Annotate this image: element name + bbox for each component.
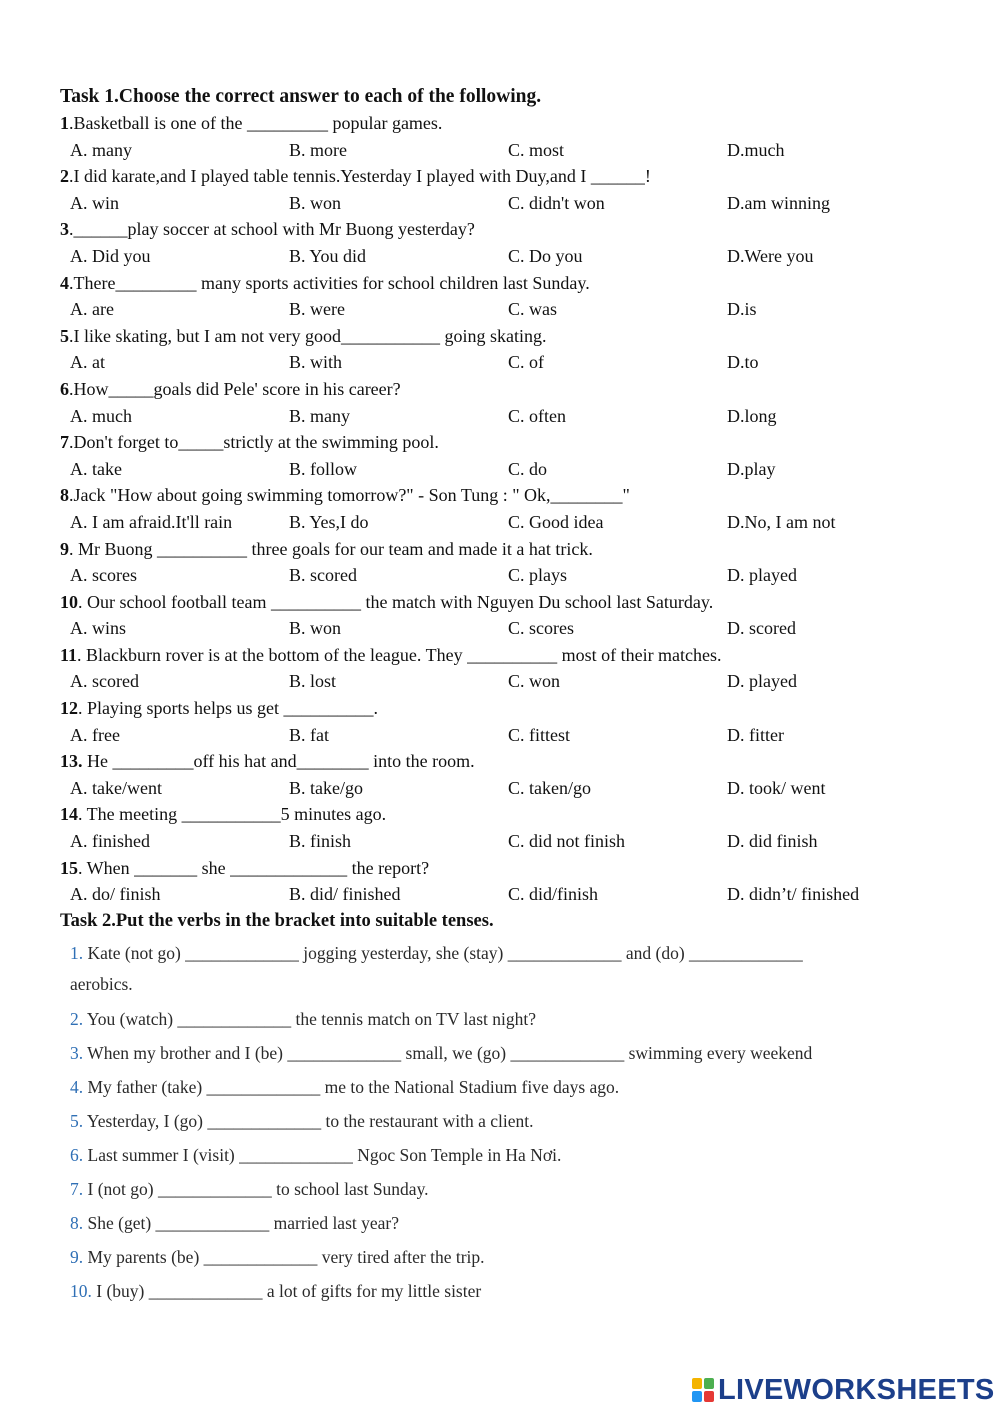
item-number: 5. (70, 1110, 84, 1131)
answer-options (60, 615, 940, 642)
answer-option[interactable]: A. are (70, 299, 114, 320)
answer-option[interactable]: C. do (508, 458, 548, 479)
answer-option[interactable]: D. took/ went (727, 777, 826, 798)
answer-option[interactable]: D.am winning (727, 192, 830, 213)
question-text: .Don't forget to_____strictly at the swimming pool. (69, 432, 439, 453)
question (60, 695, 940, 722)
answer-option[interactable]: D.is (727, 299, 757, 320)
item-text: I (buy) _____________ a lot of gifts for my little sister (91, 1280, 482, 1301)
answer-option[interactable]: A. much (70, 405, 132, 426)
answer-option[interactable]: C. most (508, 139, 565, 160)
answer-option[interactable]: B. won (289, 618, 342, 639)
question-number: 4 (60, 272, 69, 293)
answer-options (60, 775, 940, 802)
item-number: 7. (70, 1178, 84, 1199)
question-text: . Blackburn rover is at the bottom of the league. They __________ most of their matches. (77, 644, 722, 665)
answer-option[interactable]: B. Yes,I do (289, 511, 369, 532)
item-text: You (watch) _____________ the tennis match on TV last night? (83, 1008, 536, 1029)
answer-option[interactable]: B. won (289, 192, 342, 213)
item-text: My father (take) _____________ me to the National Stadium five days ago. (83, 1076, 620, 1097)
answer-option[interactable]: D.much (727, 139, 785, 160)
answer-option[interactable]: A. I am afraid.It'll rain (70, 511, 233, 532)
liveworksheets-logo (692, 1372, 995, 1408)
answer-options (60, 562, 940, 589)
item-number: 2. (70, 1008, 84, 1029)
answer-option[interactable]: C. of (508, 352, 544, 373)
answer-options (60, 722, 940, 749)
question-number: 1 (60, 113, 69, 133)
verb-exercise-item (60, 1240, 940, 1274)
item-number: 4. (70, 1076, 84, 1097)
verb-exercise-item (60, 1070, 940, 1104)
worksheet (60, 84, 940, 1308)
question-number: 13. (60, 751, 83, 772)
answer-option[interactable]: B. many (289, 405, 350, 426)
answer-option[interactable]: D.Were you (727, 245, 814, 266)
question-text: .______play soccer at school with Mr Buong yesterday? (69, 219, 475, 240)
item-text: Last summer I (visit) _____________ Ngoc Son Temple in Ha Nơi. (83, 1144, 562, 1165)
question-text: .Basketball is one of the _________ popular games. (69, 113, 443, 133)
question-text: . The meeting ___________5 minutes ago. (78, 804, 387, 825)
answer-option[interactable]: C. was (508, 299, 557, 320)
question-text: He _________off his hat and________ into the room. (82, 751, 475, 772)
answer-option[interactable]: A. win (70, 192, 119, 213)
answer-option[interactable]: C. Do you (508, 245, 583, 266)
answer-option[interactable]: B. with (289, 352, 343, 373)
answer-option[interactable]: B. did/ finished (289, 884, 401, 905)
task1-title: Task 1.Choose the correct answer to each of the following. (60, 86, 542, 107)
answer-options (60, 296, 940, 323)
question-text: .There_________ many sports activities for school children last Sunday. (69, 272, 590, 293)
answer-option[interactable]: D. played (727, 565, 797, 586)
answer-option[interactable]: C. taken/go (508, 777, 591, 798)
answer-option[interactable]: C. often (508, 405, 566, 426)
answer-option[interactable]: C. won (508, 671, 561, 692)
question-number: 5 (60, 325, 69, 346)
verb-exercise-item (60, 936, 940, 970)
answer-option[interactable]: D. fitter (727, 724, 784, 745)
answer-option[interactable]: D. did finish (727, 831, 818, 852)
question (60, 801, 940, 828)
answer-option[interactable]: A. take (70, 458, 122, 479)
item-number: 1. (70, 942, 84, 963)
answer-option[interactable]: C. did/finish (508, 884, 599, 905)
question-text: .Jack "How about going swimming tomorrow?" - Son Tung : " Ok,________" (69, 485, 630, 506)
answer-option[interactable]: A. many (70, 139, 132, 160)
question (60, 589, 940, 616)
item-number: 3. (70, 1042, 84, 1063)
question-number: 6 (60, 378, 69, 399)
question-number: 12 (60, 698, 78, 719)
answer-option[interactable]: B. take/go (289, 777, 363, 798)
answer-option[interactable]: D. didn’t/ finished (727, 884, 860, 905)
task2-items (60, 936, 940, 1308)
answer-option[interactable]: B. fat (289, 724, 329, 745)
question-number: 11 (60, 644, 78, 665)
answer-options (60, 137, 940, 164)
question-number: 2 (60, 166, 69, 187)
verb-exercise-item (60, 1002, 940, 1036)
answer-option[interactable]: D. played (727, 671, 797, 692)
item-text: When my brother and I (be) _____________ small, we (go) _____________ swimming every weekend (83, 1042, 813, 1063)
answer-option[interactable]: C. scores (508, 618, 574, 639)
question (60, 216, 940, 243)
answer-options (60, 509, 940, 536)
answer-option[interactable]: B. follow (289, 458, 358, 479)
question (60, 110, 940, 137)
answer-options (60, 403, 940, 430)
question (60, 163, 940, 190)
verb-exercise-item (60, 1138, 940, 1172)
question (60, 270, 940, 297)
question-text: . When _______ she _____________ the report? (78, 857, 430, 878)
item-number: 6. (70, 1144, 84, 1165)
answer-option[interactable]: C. didn't won (508, 192, 605, 213)
answer-option[interactable]: D.to (727, 352, 759, 373)
answer-option[interactable]: D.play (727, 458, 776, 479)
answer-option[interactable]: D.long (727, 405, 777, 426)
verb-exercise-item (60, 1172, 940, 1206)
question-number: 15 (60, 857, 78, 878)
answer-option[interactable]: A. Did you (70, 245, 151, 266)
answer-option[interactable]: A. take/went (70, 777, 162, 798)
question-text: .How_____goals did Pele' score in his career? (69, 378, 401, 399)
question-text: .I did karate,and I played table tennis.Yesterday I played with Duy,and I ______! (69, 166, 651, 187)
answer-option[interactable]: B. finish (289, 831, 352, 852)
answer-options (60, 456, 940, 483)
item-text: She (get) _____________ married last year? (83, 1212, 400, 1233)
answer-option[interactable]: A. wins (70, 618, 127, 639)
item-text: Yesterday, I (go) _____________ to the restaurant with a client. (83, 1110, 534, 1131)
question-number: 9 (60, 538, 69, 559)
answer-option[interactable]: B. scored (289, 565, 357, 586)
verb-exercise-item (60, 1036, 940, 1070)
answer-option[interactable]: A. finished (70, 831, 150, 852)
answer-option[interactable]: B. more (289, 139, 347, 160)
answer-option[interactable]: D. scored (727, 618, 796, 639)
question-number: 8 (60, 485, 69, 506)
answer-options (60, 828, 940, 855)
answer-options (60, 349, 940, 376)
answer-option[interactable]: A. free (70, 724, 120, 745)
answer-option[interactable]: C. plays (508, 565, 568, 586)
question (60, 536, 940, 563)
logo-mark-icon (692, 1378, 714, 1402)
verb-exercise-item (60, 1274, 940, 1308)
question (60, 855, 940, 882)
question (60, 376, 940, 403)
logo-text: LIVEWORKSHEETS (718, 1373, 995, 1406)
answer-option[interactable]: C. Good idea (508, 511, 604, 532)
answer-option[interactable]: A. at (70, 352, 105, 373)
item-text-continued: aerobics. (70, 973, 133, 994)
task2-title: Task 2.Put the verbs in the bracket into suitable tenses. (60, 910, 494, 931)
question (60, 482, 940, 509)
answer-option[interactable]: C. did not finish (508, 831, 626, 852)
question-number: 3 (60, 219, 69, 240)
item-text: My parents (be) _____________ very tired after the trip. (83, 1246, 485, 1267)
answer-options (60, 190, 940, 217)
item-number: 9. (70, 1246, 84, 1267)
item-number: 8. (70, 1212, 84, 1233)
answer-option[interactable]: D.No, I am not (727, 511, 836, 532)
answer-option[interactable]: B. lost (289, 671, 337, 692)
item-text: I (not go) _____________ to school last Sunday. (83, 1178, 429, 1199)
answer-options (60, 668, 940, 695)
answer-option[interactable]: C. fittest (508, 724, 570, 745)
answer-option[interactable]: A. scored (70, 671, 139, 692)
question (60, 748, 940, 775)
answer-options (60, 881, 940, 908)
question-text: . Our school football team __________ the match with Nguyen Du school last Saturday. (78, 591, 714, 612)
question-text: .I like skating, but I am not very good___________ going skating. (69, 325, 547, 346)
answer-option[interactable]: A. scores (70, 565, 137, 586)
task1-questions (60, 110, 940, 908)
question (60, 642, 940, 669)
answer-option[interactable]: B. You did (289, 245, 367, 266)
item-text: Kate (not go) _____________ jogging yesterday, she (stay) _____________ and (do) _____________ (83, 942, 803, 963)
question (60, 429, 940, 456)
verb-exercise-item (60, 1206, 940, 1240)
question-text: . Playing sports helps us get __________. (78, 698, 378, 719)
answer-option[interactable]: B. were (289, 299, 345, 320)
question-number: 14 (60, 804, 78, 825)
verb-exercise-item (60, 1104, 940, 1138)
answer-options (60, 243, 940, 270)
question-number: 7 (60, 432, 69, 453)
question-text: . Mr Buong __________ three goals for our team and made it a hat trick. (69, 538, 593, 559)
item-number: 10. (70, 1280, 92, 1301)
answer-option[interactable]: A. do/ finish (70, 884, 161, 905)
question-number: 10 (60, 591, 78, 612)
question (60, 323, 940, 350)
